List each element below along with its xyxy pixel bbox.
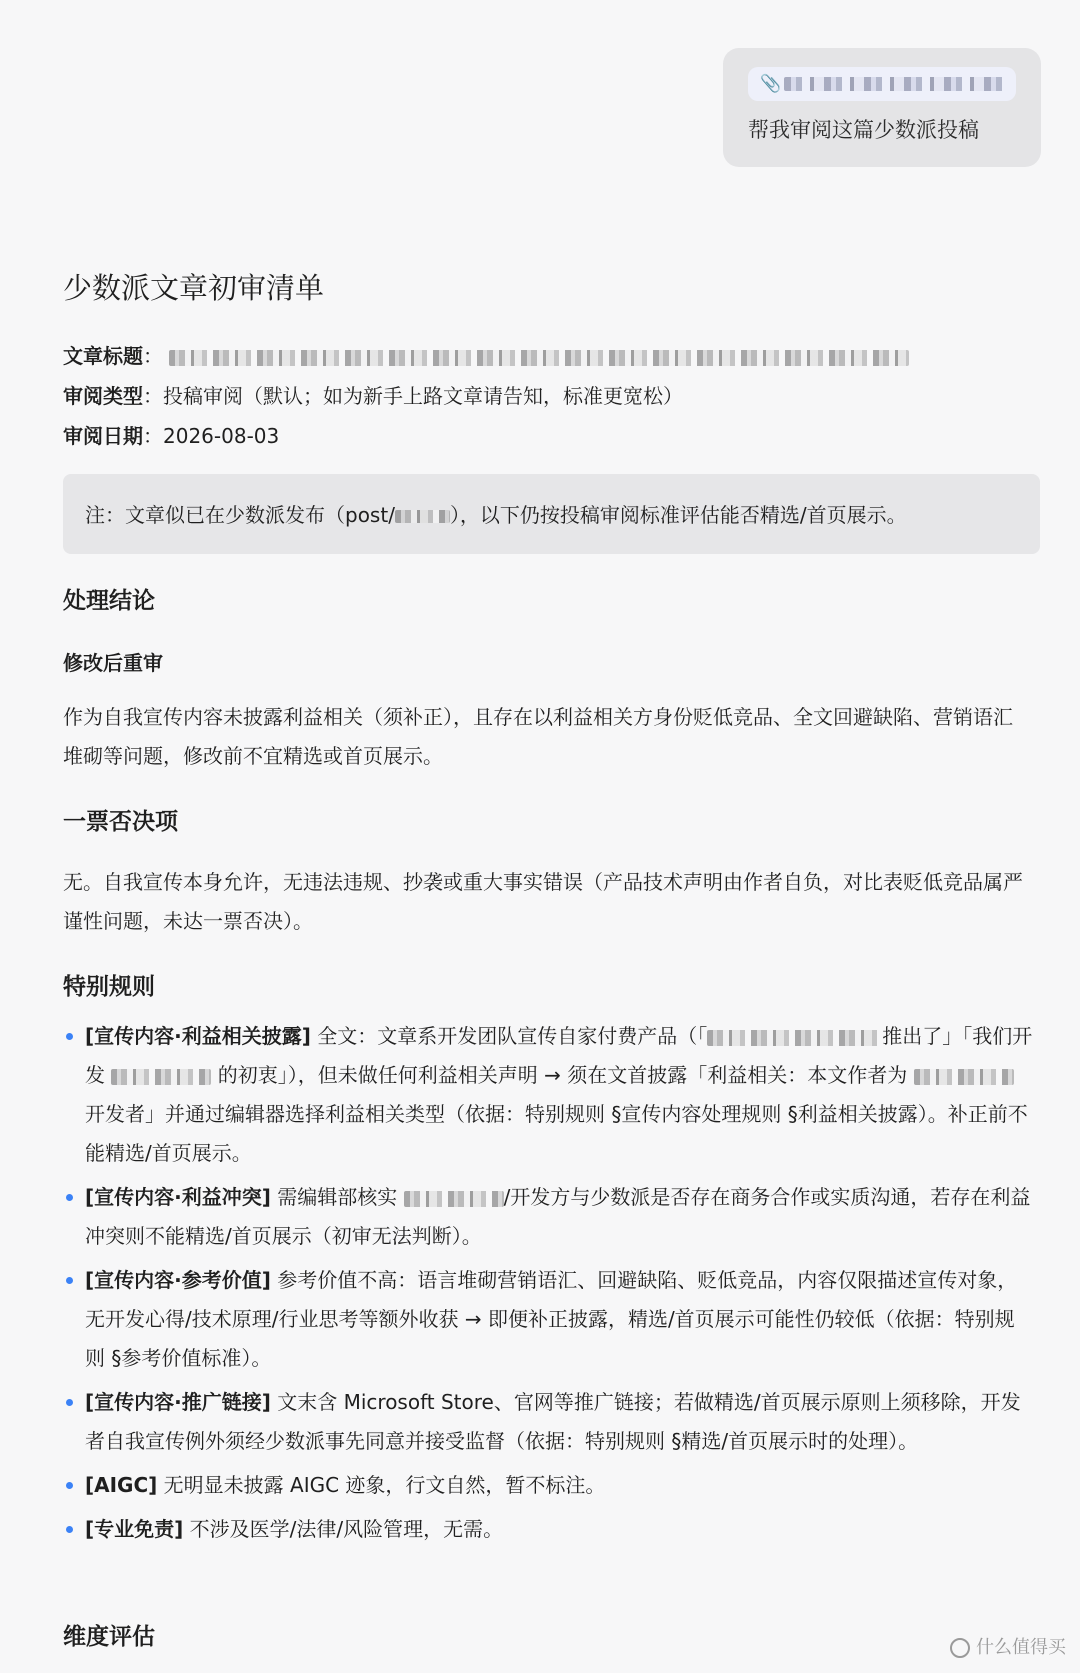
- redacted-text: [914, 1069, 1014, 1085]
- bullet-icon: [66, 1277, 73, 1284]
- redacted-text: [707, 1030, 882, 1046]
- article-title-row: 文章标题：: [63, 340, 909, 369]
- rule-tag: [AIGC]: [85, 1473, 158, 1497]
- rules-list: [63, 1017, 1033, 1554]
- rule-text: 无明显未披露 AIGC 迹象，行文自然，暂不标注。: [163, 1473, 606, 1497]
- note-box: [63, 474, 1040, 554]
- list-item: [63, 1017, 1033, 1173]
- rule-text: 参考价值不高：语言堆砌营销语汇、回避缺陷、贬低竞品，内容仅限描述宣传对象，无开发心得/技术原理/行业思考等额外收获 → 即便补正披露，精选/首页展示可能性仍较低（依据：特别规则 §参考价值标准）。: [85, 1268, 1018, 1370]
- review-date-value: 2026-08-03: [163, 424, 280, 448]
- rule-text: 开发者」并通过编辑器选择利益相关类型（依据：特别规则 §宣传内容处理规则 §利益相关披露）。补正前不能精选/首页展示。: [85, 1102, 1028, 1165]
- article-title-redacted: [169, 350, 909, 366]
- rule-text: 需编辑部核实: [277, 1185, 404, 1209]
- list-item: [63, 1178, 1033, 1256]
- user-message-text: 帮我审阅这篇少数派投稿: [748, 118, 979, 142]
- user-message-bubble: [723, 48, 1041, 167]
- bullet-icon: [66, 1033, 73, 1040]
- list-item: [63, 1510, 1033, 1549]
- attachment-chip[interactable]: [748, 67, 1016, 101]
- attachment-name-redacted: [784, 77, 1004, 91]
- redacted-text: [111, 1069, 211, 1085]
- bullet-icon: [66, 1482, 73, 1489]
- veto-text: 无。自我宣传本身允许，无违法违规、抄袭或重大事实错误（产品技术声明由作者自负，对比表贬低竞品属严谨性问题，未达一票否决）。: [63, 870, 1023, 933]
- note-prefix: 注：文章似已在少数派发布（post/: [85, 503, 395, 527]
- watermark-logo-icon: [950, 1638, 970, 1658]
- list-item: [63, 1383, 1033, 1461]
- bullet-icon: [66, 1399, 73, 1406]
- rule-tag: [宣传内容·利益冲突]: [85, 1185, 271, 1209]
- note-suffix: ），以下仍按投稿审阅标准评估能否精选/首页展示。: [449, 503, 907, 527]
- rule-text: /开发方与少数派是否存在商务合作或实质沟通，若存在利益冲突则不能精选/首页展示（初审无法判断）。: [85, 1185, 1031, 1248]
- rule-text: 文末含 Microsoft Store、官网等推广链接；若做精选/首页展示原则上须移除，开发者自我宣传例外须经少数派事先同意并接受监督（依据：特别规则 §精选/首页展示时的处理）。: [85, 1390, 1021, 1453]
- conclusion-heading: 处理结论: [63, 588, 155, 614]
- list-item: [63, 1261, 1033, 1378]
- review-type-row: 审阅类型：投稿审阅（默认；如为新手上路文章请告知，标准更宽松）: [63, 384, 683, 408]
- veto-heading: 一票否决项: [63, 809, 178, 835]
- rules-heading: 特别规则: [63, 974, 155, 1000]
- rule-tag: [专业免责]: [85, 1517, 184, 1541]
- review-date-label: 审阅日期: [63, 424, 143, 448]
- page-title: 少数派文章初审清单: [63, 271, 325, 305]
- rule-tag: [宣传内容·利益相关披露]: [85, 1024, 311, 1048]
- bullet-icon: [66, 1526, 73, 1533]
- review-type-value: 投稿审阅（默认；如为新手上路文章请告知，标准更宽松）: [163, 384, 683, 408]
- rule-text: 的初衷」），但未做任何利益相关声明 → 须在文首披露「利益相关：本文作者为: [211, 1063, 914, 1087]
- review-type-label: 审阅类型: [63, 384, 143, 408]
- redacted-text: [404, 1191, 504, 1207]
- rule-text: 推出了」「我们开发: [85, 1024, 1033, 1087]
- review-date-row: 审阅日期：2026-08-03: [63, 424, 280, 448]
- rule-text: 全文：文章系开发团队宣传自家付费产品（「: [317, 1024, 708, 1048]
- rule-tag: [宣传内容·推广链接]: [85, 1390, 271, 1414]
- watermark: [950, 1633, 1066, 1659]
- rule-text: 不涉及医学/法律/风险管理，无需。: [189, 1517, 504, 1541]
- dimension-heading: 维度评估: [63, 1624, 155, 1650]
- rule-tag: [宣传内容·参考价值]: [85, 1268, 271, 1292]
- bullet-icon: [66, 1194, 73, 1201]
- watermark-text: 什么值得买: [976, 1637, 1066, 1658]
- conclusion-text: 作为自我宣传内容未披露利益相关（须补正），且存在以利益相关方身份贬低竞品、全文回避缺陷、营销语汇堆砌等问题，修改前不宜精选或首页展示。: [63, 705, 1013, 768]
- paperclip-icon: 📎: [760, 74, 782, 94]
- list-item: [63, 1466, 1033, 1505]
- article-title-label: 文章标题: [63, 344, 143, 368]
- conclusion-subheading: 修改后重审: [63, 651, 163, 675]
- post-id-redacted: [395, 510, 450, 523]
